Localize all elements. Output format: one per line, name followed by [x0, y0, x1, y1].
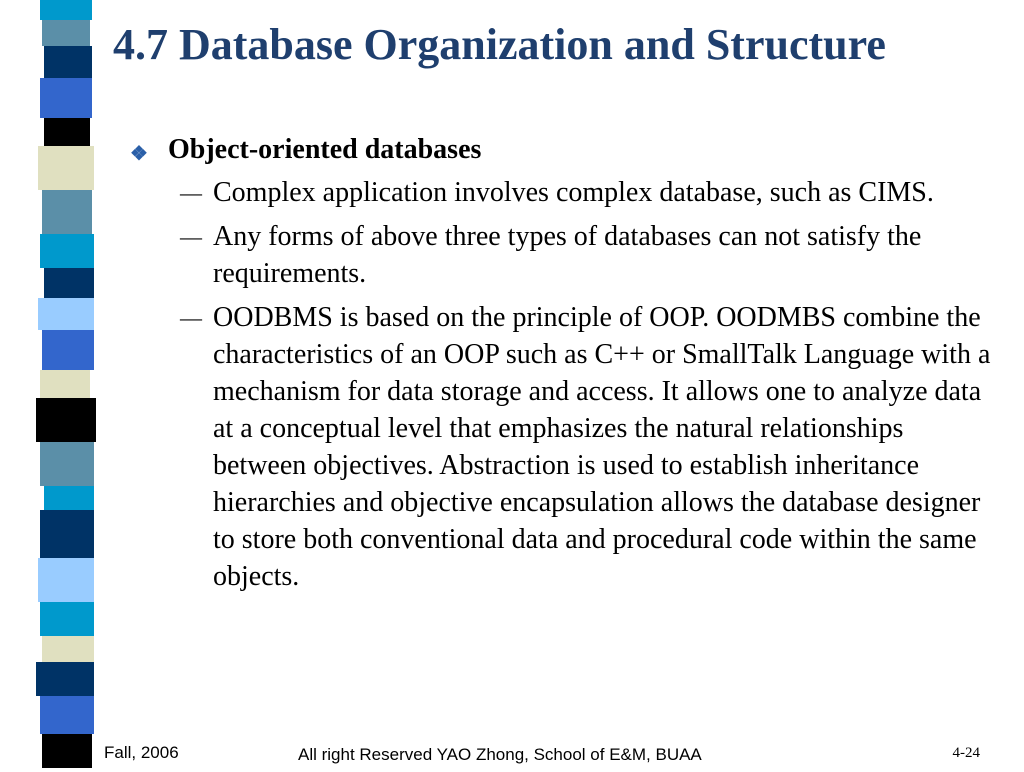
footer-copyright: All right Reserved YAO Zhong, School of E&M, BUAA — [298, 745, 702, 764]
stripe-segment — [40, 602, 94, 636]
stripe-segment — [36, 398, 96, 442]
stripe-segment — [44, 118, 90, 146]
slide-content — [130, 132, 1000, 602]
sub-item — [130, 174, 1000, 211]
stripe-segment — [42, 636, 94, 662]
diamond-bullet-icon: ❖ — [130, 143, 148, 165]
sub-item-text: Complex application involves complex database, such as CIMS. — [213, 177, 934, 208]
stripe-segment — [42, 330, 94, 370]
bullet-item — [130, 132, 1000, 168]
stripe-segment — [44, 486, 94, 510]
stripe-segment — [44, 46, 92, 78]
stripe-segment — [36, 662, 94, 696]
stripe-segment — [38, 558, 94, 602]
sub-item — [130, 299, 1000, 595]
dash-icon: — — [180, 305, 202, 330]
stripe-segment — [40, 234, 94, 268]
sub-item — [130, 218, 1000, 292]
footer-page-number: 4-24 — [952, 745, 980, 761]
decorative-stripe-bar — [0, 0, 100, 768]
stripe-segment — [38, 146, 94, 190]
stripe-segment — [42, 734, 92, 768]
stripe-segment — [40, 78, 92, 118]
stripe-segment — [44, 268, 94, 298]
stripe-segment — [40, 0, 92, 20]
dash-icon: — — [180, 224, 202, 249]
stripe-segment — [40, 442, 94, 486]
bullet-text: Object-oriented databases — [168, 134, 482, 165]
dash-icon: — — [180, 180, 202, 205]
sub-item-text: OODBMS is based on the principle of OOP. OODMBS combine the characteristics of an OOP such as C++ or SmallTalk Language with a mechanism for data storage and access. It allows one to analyze data at a conceptual level that emphasizes the natural relationships between objectives. Abstraction is used to establish inheritance hierarchies and objective encapsulation allows the database designer to store both conventional data and procedural code within the same objects. — [213, 302, 991, 592]
stripe-segment — [40, 696, 94, 734]
stripe-segment — [40, 370, 90, 398]
stripe-segment — [42, 190, 92, 234]
footer-date: Fall, 2006 — [104, 743, 179, 762]
sub-item-text: Any forms of above three types of databases can not satisfy the requirements. — [213, 221, 922, 289]
stripe-segment — [38, 298, 94, 330]
stripe-segment — [40, 510, 94, 558]
slide-title: 4.7 Database Organization and Structure — [113, 20, 886, 69]
stripe-segment — [42, 20, 90, 46]
